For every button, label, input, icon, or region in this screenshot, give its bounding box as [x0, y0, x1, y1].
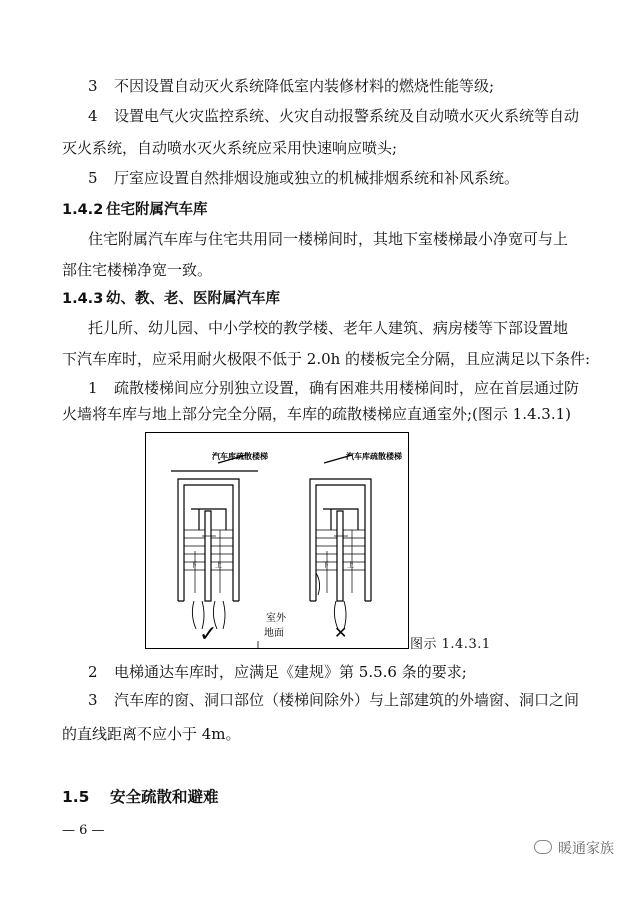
paragraph: 住宅附属汽车库与住宅共用同一楼梯间时，其地下室楼梯最小净宽可与上: [88, 230, 569, 248]
section-number: 1.5: [62, 788, 90, 806]
item-number: 5: [88, 169, 98, 187]
left-stair: [171, 455, 258, 629]
outdoor-label-2: 地面: [264, 628, 284, 639]
wechat-icon: [534, 840, 552, 854]
item-number: 1: [88, 379, 98, 397]
watermark: [534, 838, 614, 858]
left-down-label: 下: [190, 561, 197, 569]
item-5: [88, 168, 519, 188]
paragraph-cont: 下汽车库时，应采用耐火极限不低于 2.0h 的楼板完全分隔，且应满足以下条件:: [62, 350, 591, 368]
section-number: 1.4.2: [62, 202, 104, 218]
item-text: 设置电气火灾监控系统、火灾自动报警系统及自动喷水灭火系统等自动: [114, 107, 580, 125]
right-stair-label: 汽车库疏散楼梯: [346, 452, 402, 461]
section-title: 幼、教、老、医附属汽车库: [106, 291, 280, 307]
item-text: 厅室应设置自然排烟设施或独立的机械排烟系统和补风系统。: [114, 169, 520, 187]
left-up-label: 上: [215, 561, 222, 569]
paragraph-cont: 部住宅楼梯净宽一致。: [62, 261, 213, 279]
figure-stair-diagram: [145, 432, 409, 649]
item-number: 3: [88, 77, 98, 95]
item-text: 电梯通达车库时，应满足《建规》第 5.5.6 条的要求;: [114, 663, 467, 681]
condition-2: [88, 662, 467, 682]
outdoor-label-1: 室外: [266, 613, 286, 624]
right-up-label: 上: [347, 561, 354, 569]
item-text-cont: 灭火系统，自动喷水灭火系统应采用快速响应喷头;: [62, 139, 398, 157]
section-heading-1-4-2: [62, 200, 208, 220]
item-3: [88, 76, 494, 96]
section-title: 安全疏散和避难: [110, 788, 219, 806]
item-number: 4: [88, 107, 98, 125]
section-title: 住宅附属汽车库: [106, 202, 208, 218]
section-number: 1.4.3: [62, 291, 104, 307]
cross-mark-icon: ✕: [334, 623, 348, 642]
item-number: 3: [88, 691, 98, 709]
figure-caption: 图示 1.4.3.1: [410, 637, 491, 652]
watermark-text: 暖通家族: [558, 841, 614, 857]
paragraph: 托儿所、幼儿园、中小学校的教学楼、老年人建筑、病房楼等下部设置地: [88, 319, 569, 337]
section-heading-1-4-3: [62, 289, 280, 309]
section-heading-1-5: [62, 787, 219, 807]
item-text: 疏散楼梯间应分别独立设置，确有困难共用楼梯间时，应在首层通过防: [114, 379, 580, 397]
check-mark-icon: ✓: [199, 622, 218, 647]
item-text-cont: 的直线距离不应小于 4m。: [62, 725, 241, 743]
left-stair-label: 汽车库疏散楼梯: [212, 452, 268, 461]
stair-drawing: [146, 433, 408, 648]
page-number: — 6 —: [62, 823, 105, 838]
item-text: 汽车库的窗、洞口部位（楼梯间除外）与上部建筑的外墙窗、洞口之间: [114, 691, 580, 709]
item-text: 不因设置自动灭火系统降低室内装修材料的燃烧性能等级;: [114, 77, 495, 95]
item-number: 2: [88, 663, 98, 681]
right-stair: [310, 455, 371, 629]
item-text-cont: 火墙将车库与地上部分完全分隔，车库的疏散楼梯应直通室外;(图示 1.4.3.1): [62, 405, 572, 423]
right-down-label: 下: [322, 561, 329, 569]
